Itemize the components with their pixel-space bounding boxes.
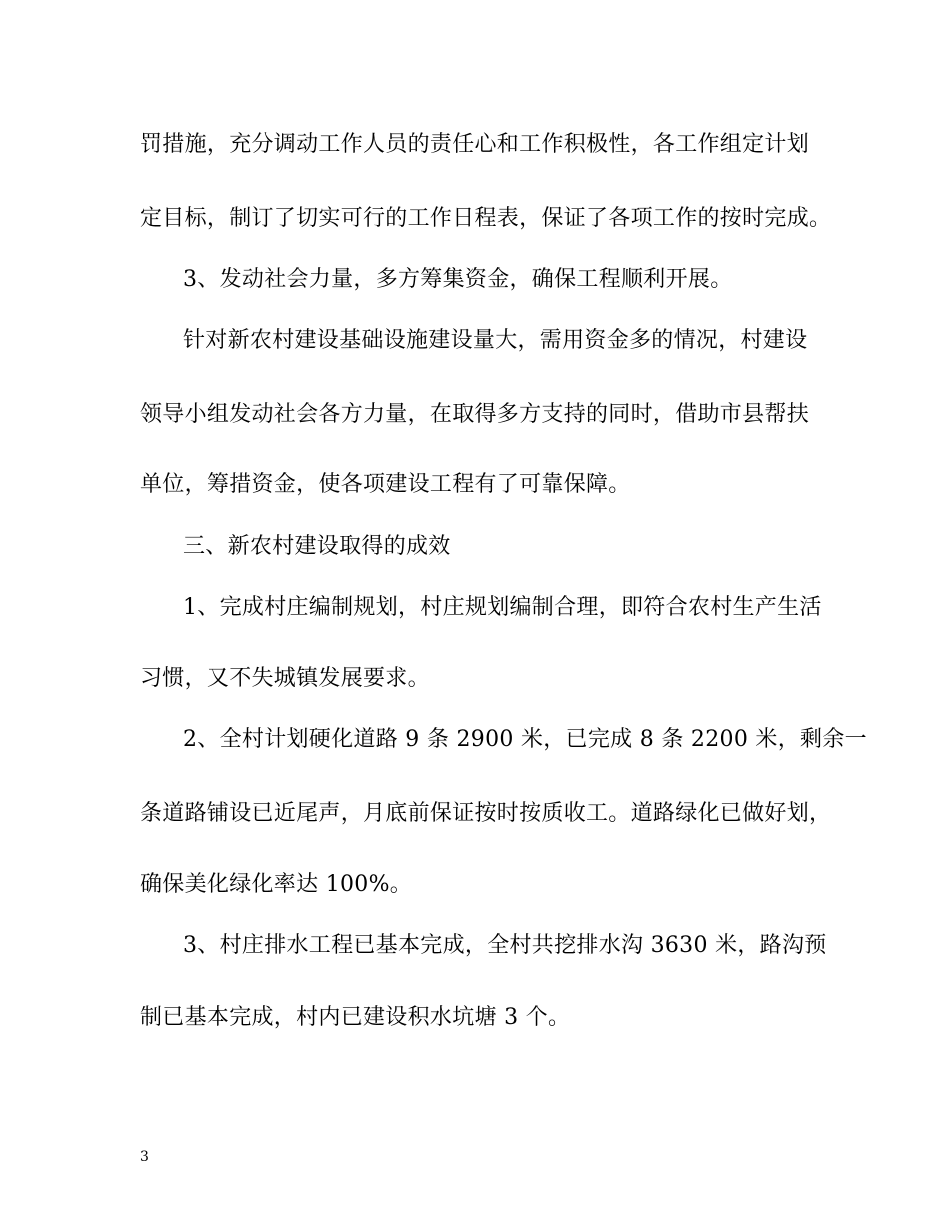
text-line-12: 确保美化绿化率达 100%。	[140, 872, 413, 897]
text-line-10: 2、全村计划硬化道路 9 条 2900 米，已完成 8 条 2200 米，剩余一	[183, 727, 867, 752]
text-line-6: 单位，筹措资金，使各项建设工程有了可靠保障。	[140, 472, 631, 497]
section-heading: 三、新农村建设取得的成效	[183, 534, 451, 559]
text-line-4: 针对新农村建设基础设施建设量大，需用资金多的情况，村建设	[183, 328, 808, 353]
page-number: 3	[140, 1149, 149, 1165]
text-line-9: 习惯，又不失城镇发展要求。	[140, 666, 430, 691]
text-line-1: 罚措施，充分调动工作人员的责任心和工作积极性，各工作组定计划	[140, 132, 810, 157]
text-line-5: 领导小组发动社会各方力量，在取得多方支持的同时，借助市县帮扶	[140, 402, 810, 427]
text-line-14: 制已基本完成，村内已建设积水坑塘 3 个。	[140, 1005, 571, 1030]
text-line-13: 3、村庄排水工程已基本完成，全村共挖排水沟 3630 米，路沟预	[183, 933, 827, 958]
text-line-2: 定目标，制订了切实可行的工作日程表，保证了各项工作的按时完成。	[140, 206, 832, 231]
text-line-3: 3、发动社会力量，多方筹集资金，确保工程顺利开展。	[183, 267, 733, 292]
text-line-8: 1、完成村庄编制规划，村庄规划编制合理，即符合农村生产生活	[183, 595, 822, 620]
text-line-11: 条道路铺设已近尾声，月底前保证按时按质收工。道路绿化已做好划，	[140, 801, 832, 826]
